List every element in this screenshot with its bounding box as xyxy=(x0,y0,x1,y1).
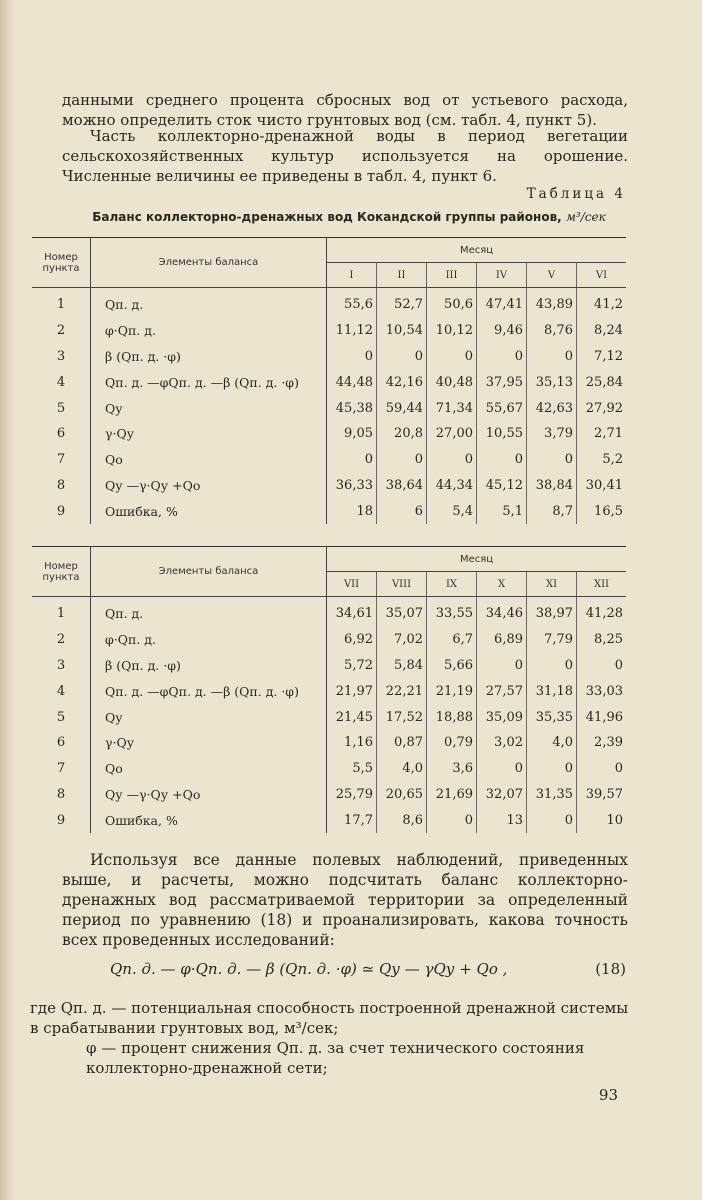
value-cell: 5,66 xyxy=(427,653,477,679)
value-cell: 6 xyxy=(377,498,427,524)
value-cell: 50,6 xyxy=(427,288,477,318)
header-number: Номер пункта xyxy=(32,238,91,288)
value-cell: 0 xyxy=(327,447,377,473)
value-cell: 6,89 xyxy=(477,627,527,653)
row-number: 5 xyxy=(32,395,91,421)
value-cell: 41,2 xyxy=(594,297,623,313)
value-cell: 21,97 xyxy=(327,678,377,704)
value-cell: 18 xyxy=(327,498,377,524)
row-number: 9 xyxy=(32,498,91,524)
row-number: 3 xyxy=(32,653,91,679)
value-cell: 3,02 xyxy=(477,730,527,756)
value-cell: 2,39 xyxy=(594,735,623,751)
value-cell: 35,09 xyxy=(477,704,527,730)
value-cell: 59,44 xyxy=(377,395,427,421)
value-cell: 18,88 xyxy=(427,704,477,730)
value-cell: 5,4 xyxy=(427,498,477,524)
value-cell: 11,12 xyxy=(327,318,377,344)
value-cell: 21,19 xyxy=(427,678,477,704)
header-month: Месяц xyxy=(327,238,627,263)
value-cell: 42,63 xyxy=(527,395,577,421)
value-cell: 8,76 xyxy=(527,318,577,344)
equation-text: Qп. д. — φ·Qп. д. — β (Qп. д. ·φ) ≃ Qу — γQу + Qо , xyxy=(110,960,508,978)
value-cell: 52,7 xyxy=(377,288,427,318)
value-cell: 0 xyxy=(527,756,577,782)
value-cell: 3,79 xyxy=(527,421,577,447)
table-row xyxy=(32,421,626,447)
value-cell: 9,46 xyxy=(477,318,527,344)
value-cell: 55,67 xyxy=(477,395,527,421)
value-cell: 8,24 xyxy=(594,323,623,339)
month-header-cell: VIII xyxy=(377,572,427,597)
row-number: 6 xyxy=(32,730,91,756)
value-cell: 20,8 xyxy=(377,421,427,447)
balance-table-2 xyxy=(32,546,626,833)
intro-paragraph: данными среднего процента сбросных вод от устьевого расхода, можно определить сток чисто грунтовых вод (см. табл. 4, пункт 5). xyxy=(62,91,628,129)
table-row xyxy=(32,447,626,473)
value-cell: 27,92 xyxy=(585,400,623,416)
value-cell: 25,79 xyxy=(327,782,377,808)
value-cell: 35,07 xyxy=(377,597,427,627)
value-cell: 4,0 xyxy=(377,756,427,782)
value-cell: 41,28 xyxy=(585,606,623,622)
value-cell: 71,34 xyxy=(427,395,477,421)
value-cell: 55,6 xyxy=(327,288,377,318)
value-cell: 0 xyxy=(477,344,527,370)
balance-element: Qу —γ·Qу +Qо xyxy=(91,782,327,808)
value-cell: 0 xyxy=(377,447,427,473)
value-cell: 40,48 xyxy=(427,369,477,395)
row-number: 6 xyxy=(32,421,91,447)
table-row xyxy=(32,704,626,730)
table-row xyxy=(32,756,626,782)
value-cell: 36,33 xyxy=(327,473,377,499)
month-header-cell: IX xyxy=(427,572,477,597)
value-cell: 0 xyxy=(527,653,577,679)
row-number: 5 xyxy=(32,704,91,730)
value-cell: 35,13 xyxy=(527,369,577,395)
value-cell: 0 xyxy=(427,447,477,473)
table-row xyxy=(32,653,626,679)
value-cell: 0 xyxy=(477,756,527,782)
value-cell: 33,03 xyxy=(585,683,623,699)
definition-phi xyxy=(30,1038,660,1078)
table-row xyxy=(32,782,626,808)
balance-element: γ·Qу xyxy=(91,730,327,756)
page-number: 93 xyxy=(598,1086,618,1104)
table-row xyxy=(32,597,626,627)
value-cell: 25,84 xyxy=(585,374,623,390)
value-cell: 0,87 xyxy=(377,730,427,756)
table-row xyxy=(32,318,626,344)
value-cell: 0 xyxy=(327,344,377,370)
value-cell: 0 xyxy=(377,344,427,370)
table-label: Таблица 4 xyxy=(526,186,626,202)
row-number: 1 xyxy=(32,288,91,318)
value-cell: 31,18 xyxy=(527,678,577,704)
value-cell: 0 xyxy=(477,653,527,679)
value-cell: 5,1 xyxy=(477,498,527,524)
value-cell: 38,64 xyxy=(377,473,427,499)
second-paragraph: Часть коллекторно-дренажной воды в период вегетации сельскохозяйственных культур используется на орошение. Численные величины ее приведены в табл. 4, пункт 6. xyxy=(62,127,628,185)
definition-term: φ — xyxy=(86,1039,117,1057)
value-cell: 13 xyxy=(477,807,527,833)
value-cell: 43,89 xyxy=(527,288,577,318)
value-cell: 32,07 xyxy=(477,782,527,808)
month-header-cell: I xyxy=(327,263,377,288)
month-header-cell: X xyxy=(477,572,527,597)
month-header-cell: XII xyxy=(577,572,627,597)
value-cell: 9,05 xyxy=(327,421,377,447)
table-row xyxy=(32,395,626,421)
balance-element: φ·Qп. д. xyxy=(91,318,327,344)
value-cell: 31,35 xyxy=(527,782,577,808)
balance-element: Ошибка, % xyxy=(91,807,327,833)
row-number: 3 xyxy=(32,344,91,370)
value-cell: 27,00 xyxy=(427,421,477,447)
value-cell: 10,12 xyxy=(427,318,477,344)
header-elements: Элементы баланса xyxy=(91,547,327,597)
value-cell: 7,79 xyxy=(527,627,577,653)
row-number: 9 xyxy=(32,807,91,833)
value-cell: 3,6 xyxy=(427,756,477,782)
table-row xyxy=(32,627,626,653)
value-cell: 22,21 xyxy=(377,678,427,704)
month-header-cell: XI xyxy=(527,572,577,597)
definition-q xyxy=(30,998,630,1038)
value-cell: 37,95 xyxy=(477,369,527,395)
value-cell: 33,55 xyxy=(427,597,477,627)
value-cell: 21,69 xyxy=(427,782,477,808)
value-cell: 0 xyxy=(527,807,577,833)
value-cell: 44,34 xyxy=(427,473,477,499)
row-number: 4 xyxy=(32,369,91,395)
value-cell: 0 xyxy=(614,657,623,673)
page-spine-shadow xyxy=(0,0,14,1200)
value-cell: 0 xyxy=(527,344,577,370)
balance-element: Qу xyxy=(91,704,327,730)
row-number: 7 xyxy=(32,447,91,473)
value-cell: 44,48 xyxy=(327,369,377,395)
table-row xyxy=(32,369,626,395)
balance-element: Qу —γ·Qу +Qо xyxy=(91,473,327,499)
balance-element: β (Qп. д. ·φ) xyxy=(91,344,327,370)
row-number: 8 xyxy=(32,782,91,808)
table-row xyxy=(32,344,626,370)
value-cell: 39,57 xyxy=(585,786,623,802)
table-caption-unit: м³/сек xyxy=(565,210,606,224)
header-month: Месяц xyxy=(327,547,627,572)
month-header-cell: V xyxy=(527,263,577,288)
table-body xyxy=(32,288,626,525)
value-cell: 5,84 xyxy=(377,653,427,679)
value-cell: 5,2 xyxy=(602,452,623,468)
balance-element: Qп. д. xyxy=(91,597,327,627)
row-number: 1 xyxy=(32,597,91,627)
value-cell: 27,57 xyxy=(477,678,527,704)
value-cell: 8,6 xyxy=(377,807,427,833)
value-cell: 7,02 xyxy=(377,627,427,653)
equation-18 xyxy=(80,960,626,984)
value-cell: 10 xyxy=(606,812,623,828)
table-row xyxy=(32,730,626,756)
value-cell: 34,46 xyxy=(477,597,527,627)
header-number: Номер пункта xyxy=(32,547,91,597)
month-header-cell: VII xyxy=(327,572,377,597)
table-row xyxy=(32,678,626,704)
table-caption-text: Баланс коллекторно-дренажных вод Кокандской группы районов, xyxy=(92,210,562,224)
row-number: 2 xyxy=(32,627,91,653)
value-cell: 0,79 xyxy=(427,730,477,756)
value-cell: 17,7 xyxy=(327,807,377,833)
value-cell: 6,92 xyxy=(327,627,377,653)
value-cell: 8,25 xyxy=(594,632,623,648)
row-number: 7 xyxy=(32,756,91,782)
balance-element: γ·Qу xyxy=(91,421,327,447)
value-cell: 5,72 xyxy=(327,653,377,679)
table-row xyxy=(32,473,626,499)
balance-element: Qо xyxy=(91,756,327,782)
value-cell: 17,52 xyxy=(377,704,427,730)
value-cell: 16,5 xyxy=(594,503,623,519)
table-caption xyxy=(34,210,664,224)
value-cell: 21,45 xyxy=(327,704,377,730)
row-number: 2 xyxy=(32,318,91,344)
value-cell: 30,41 xyxy=(585,477,623,493)
value-cell: 4,0 xyxy=(527,730,577,756)
value-cell: 38,84 xyxy=(527,473,577,499)
value-cell: 38,97 xyxy=(527,597,577,627)
balance-element: Qо xyxy=(91,447,327,473)
value-cell: 10,55 xyxy=(477,421,527,447)
table-row xyxy=(32,288,626,318)
definition-text: процент снижения Qп. д. за счет технического состояния коллекторно-дренажной сети; xyxy=(86,1039,585,1077)
definition-text: потенциальная способность построенной дренажной системы в срабатывании грунтовых вод, м³/сек; xyxy=(30,999,629,1037)
balance-element: β (Qп. д. ·φ) xyxy=(91,653,327,679)
value-cell: 10,54 xyxy=(377,318,427,344)
third-paragraph: Используя все данные полевых наблюдений, приведенных выше, и расчеты, можно подсчитать баланс коллекторно-дренажных вод рассматриваемой территории за определенный период по уравнению (18) и проанализировать, какова точность всех проведенных исследований: xyxy=(62,851,628,949)
row-number: 4 xyxy=(32,678,91,704)
balance-element: Qп. д. —φQп. д. —β (Qп. д. ·φ) xyxy=(91,678,327,704)
value-cell: 42,16 xyxy=(377,369,427,395)
balance-element: Qп. д. —φQп. д. —β (Qп. д. ·φ) xyxy=(91,369,327,395)
value-cell: 5,5 xyxy=(327,756,377,782)
balance-table-1 xyxy=(32,237,626,524)
value-cell: 7,12 xyxy=(594,348,623,364)
value-cell: 35,35 xyxy=(527,704,577,730)
table-row xyxy=(32,807,626,833)
value-cell: 8,7 xyxy=(527,498,577,524)
value-cell: 2,71 xyxy=(594,426,623,442)
balance-element: Qп. д. xyxy=(91,288,327,318)
equation-number: (18) xyxy=(595,960,626,978)
value-cell: 34,61 xyxy=(327,597,377,627)
header-elements: Элементы баланса xyxy=(91,238,327,288)
month-header-cell: III xyxy=(427,263,477,288)
value-cell: 41,96 xyxy=(585,709,623,725)
value-cell: 1,16 xyxy=(327,730,377,756)
value-cell: 0 xyxy=(427,807,477,833)
table-row xyxy=(32,498,626,524)
month-header-cell: VI xyxy=(577,263,627,288)
value-cell: 0 xyxy=(477,447,527,473)
value-cell: 0 xyxy=(527,447,577,473)
balance-element: Ошибка, % xyxy=(91,498,327,524)
value-cell: 45,12 xyxy=(477,473,527,499)
month-header-cell: II xyxy=(377,263,427,288)
value-cell: 0 xyxy=(427,344,477,370)
table-body xyxy=(32,597,626,834)
balance-element: φ·Qп. д. xyxy=(91,627,327,653)
value-cell: 45,38 xyxy=(327,395,377,421)
row-number: 8 xyxy=(32,473,91,499)
value-cell: 6,7 xyxy=(427,627,477,653)
value-cell: 47,41 xyxy=(477,288,527,318)
value-cell: 20,65 xyxy=(377,782,427,808)
definition-term: где Qп. д. — xyxy=(30,999,127,1017)
value-cell: 0 xyxy=(614,761,623,777)
month-header-cell: IV xyxy=(477,263,527,288)
balance-element: Qу xyxy=(91,395,327,421)
